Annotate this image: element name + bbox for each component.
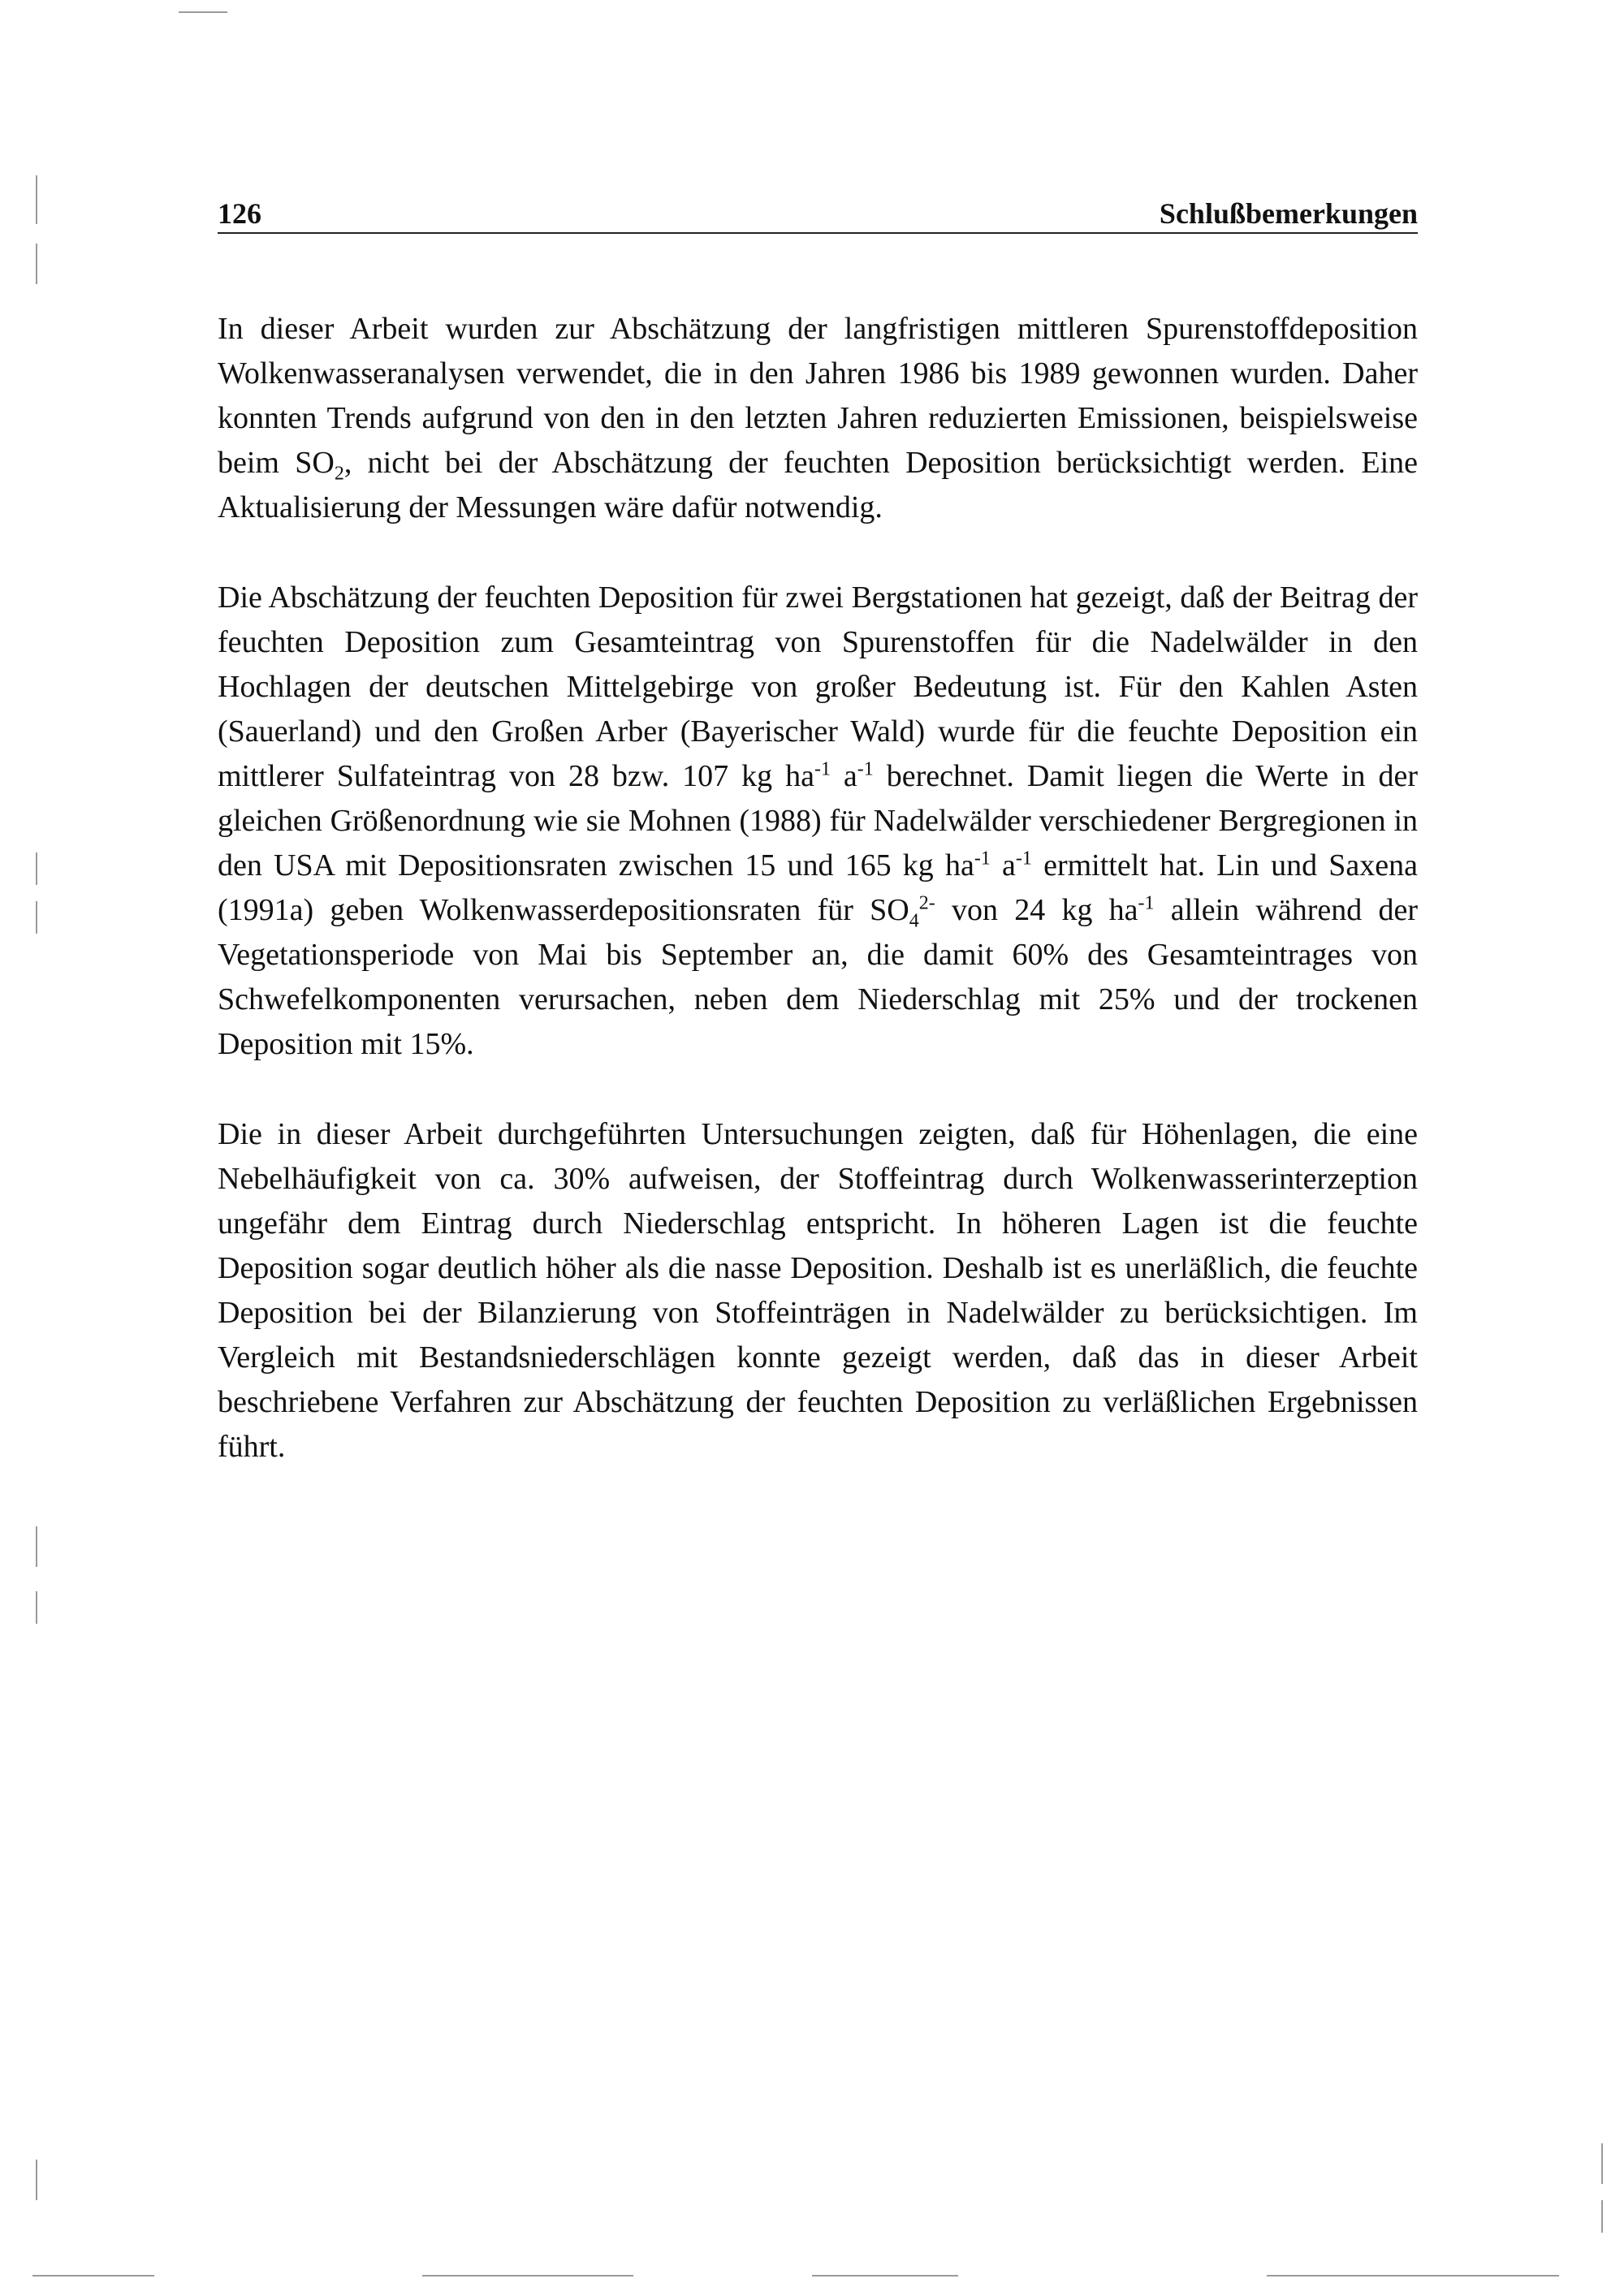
scan-edge-mark bbox=[36, 852, 37, 885]
subscript-so2: 2 bbox=[334, 463, 344, 485]
page-header bbox=[218, 195, 1418, 234]
scan-edge-mark bbox=[179, 11, 227, 13]
paragraph-2-text-d: a bbox=[990, 848, 1016, 883]
scan-edge-mark bbox=[1601, 2200, 1603, 2233]
running-title: Schlußbemerkungen bbox=[1159, 197, 1418, 230]
scan-edge-mark bbox=[812, 2275, 958, 2277]
paragraph-2-text-b: a bbox=[830, 759, 857, 793]
paragraph-2-text-e: ermittelt hat. Lin und Saxena (1991a) geben Wolkenwasserdepositionsraten für SO bbox=[218, 848, 1418, 927]
paragraph-2-text-g: allein während der Vegetationsperiode von Mai bis September an, die damit 60% des Gesamteintrages von Schwefelkomponenten verursachen, neben dem Niederschlag mit 25% und der trockenen Deposition mit 15%. bbox=[218, 893, 1418, 1061]
scan-edge-mark bbox=[36, 175, 37, 224]
scan-edge-mark bbox=[32, 2275, 154, 2277]
paragraph-2-text-a: Die Abschätzung der feuchten Deposition für zwei Bergstationen hat gezeigt, daß der Beitrag der feuchten Deposition zum Gesamteintrag von Spurenstoffen für die Nadelwälder in den Hochlagen der deutschen Mittelgebirge von großer Bedeutung ist. Für den Kahlen Asten (Sauerland) und den Großen Arber (Bayerischer Wald) wurde für die feuchte Deposition ein mittlerer Sulfateintrag von 28 bzw. 107 kg ha bbox=[218, 580, 1418, 793]
scan-edge-mark bbox=[422, 2275, 633, 2277]
scan-edge-mark bbox=[36, 901, 37, 934]
body-text bbox=[218, 307, 1418, 1515]
paragraph-2-text-c: berechnet. Damit liegen die Werte in der gleichen Größenordnung wie sie Mohnen (1988) für Nadelwälder verschiedener Bergregionen in den USA mit Depositionsraten zwischen 15 und 165 kg ha bbox=[218, 759, 1419, 883]
superscript-exponent: -1 bbox=[974, 848, 991, 870]
paragraph-2-text-f: von 24 kg ha bbox=[935, 893, 1138, 927]
scan-edge-mark bbox=[36, 2160, 37, 2200]
paragraph-1-text-a: In dieser Arbeit wurden zur Abschätzung der langfristigen mittleren Spurenstoffdeposition Wolkenwasseranalysen verwendet, die in den Jahren 1986 bis 1989 gewonnen wurden. Daher konnten Trends aufgrund von den in den letzten Jahren reduzierten Emissionen, beispielsweise beim SO bbox=[218, 312, 1418, 480]
paragraph-3-text-a: Die in dieser Arbeit durchgeführten Untersuchungen zeigten, daß für Höhenlagen, die eine Nebelhäufigkeit von ca. 30% aufweisen, der Stoffeintrag durch Wolkenwasserinterzeption ungefähr dem Eintrag durch Niederschlag entspricht. In höheren Lagen ist die feuchte Deposition sogar deutlich höher als die nasse Deposition. Deshalb ist es unerläßlich, die feuchte Deposition bei der Bilanzierung von Stoffeinträgen in Nadelwälder zu berücksichtigen. Im Vergleich mit Bestandsniederschlägen konnte gezeigt werden, daß das in dieser Arbeit beschriebene Verfahren zur Abschätzung der feuchten Deposition zu verläßlichen Ergebnissen führt. bbox=[218, 1117, 1418, 1464]
superscript-exponent: -1 bbox=[814, 758, 831, 780]
superscript-exponent: -1 bbox=[857, 758, 874, 780]
superscript-charge: 2- bbox=[918, 892, 935, 914]
scan-edge-mark bbox=[36, 1526, 37, 1567]
scan-edge-mark bbox=[36, 244, 37, 284]
scan-edge-mark bbox=[1601, 2143, 1603, 2184]
paragraph-1-text-b: , nicht bei der Abschätzung der feuchten Deposition berücksichtigt werden. Eine Aktualisierung der Messungen wäre dafür notwendig. bbox=[218, 446, 1418, 524]
paragraph-1 bbox=[218, 307, 1418, 530]
superscript-exponent: -1 bbox=[1138, 892, 1155, 914]
paragraph-3 bbox=[218, 1112, 1418, 1470]
scan-edge-mark bbox=[1267, 2275, 1559, 2277]
scan-edge-mark bbox=[36, 1591, 37, 1624]
page-number: 126 bbox=[218, 197, 261, 230]
paragraph-2 bbox=[218, 576, 1418, 1067]
subscript-so4: 4 bbox=[909, 910, 919, 932]
superscript-exponent: -1 bbox=[1015, 848, 1032, 870]
